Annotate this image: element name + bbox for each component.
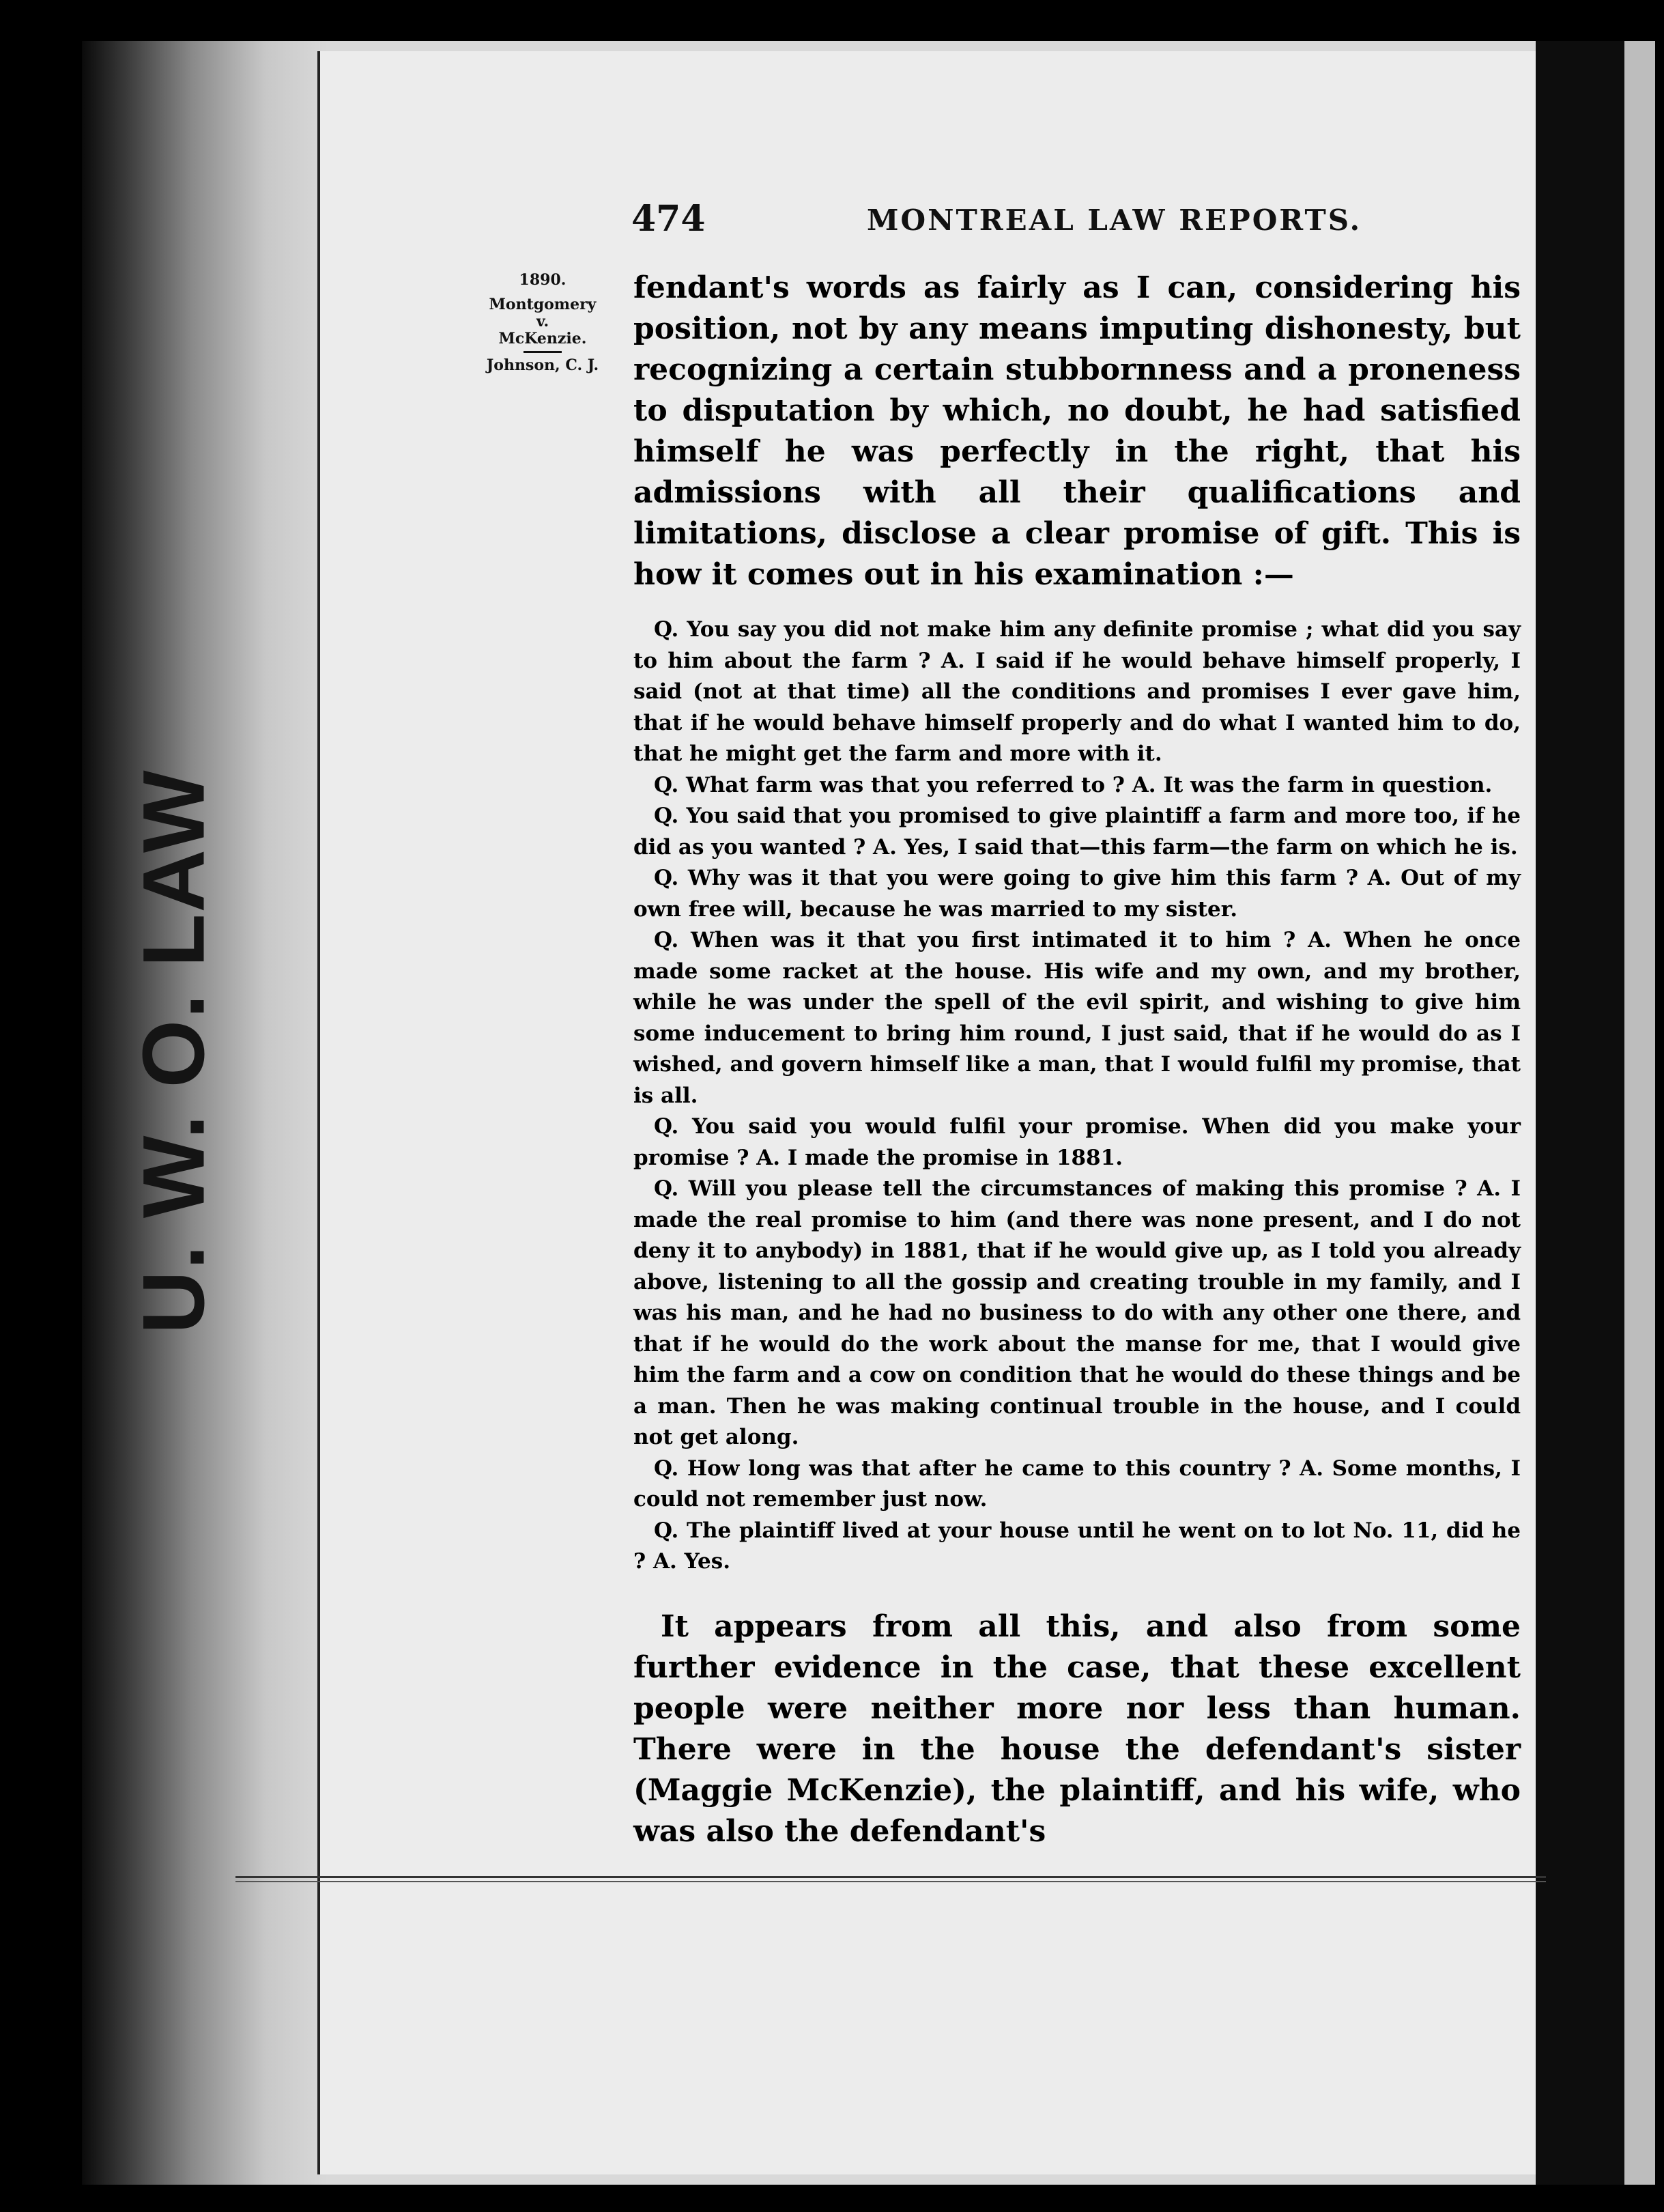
margin-note [464,268,621,378]
closing-paragraph: It appears from all this, and also from some further evidence in the case, that these excellent people were neither more nor less than human. There were in the house the defendant's sister (Maggie McKenzie), the plaintiff, and his wife, who was also the defendant's [633,1608,1521,1849]
bottom-rule [235,1876,1546,1878]
running-head: MONTREAL LAW REPORTS. [867,203,1362,237]
library-stamp-text: U. W. O. LAW [125,769,223,1334]
qa-item: Q. You said you would fulfil your promise. When did you make your promise ? A. I made the promise in 1881. [633,1114,1521,1170]
library-stamp [82,769,266,1334]
margin-judge: Johnson, C. J. [486,356,599,374]
margin-case-versus: v. [536,313,549,330]
qa-item: Q. Why was it that you were going to give him this farm ? A. Out of my own free will, because he was married to my sister. [633,866,1521,922]
qa-item: Q. When was it that you first intimated it to him ? A. When he once made some racket at the house. His wife and my own, and my brother, while he was under the spell of the evil spirit, and wishing to give him some inducement to bring him round, I just said, that if he would do as I wished, and govern himself like a man, that I would fulfil my promise, that is all. [633,928,1521,1108]
margin-case-defendant: McKenzie. [498,330,587,348]
qa-item: Q. The plaintiff lived at your house until he went on to lot No. 11, did he ? A. Yes. [633,1518,1521,1574]
examination-transcript [633,614,1521,1578]
qa-item: Q. What farm was that you referred to ? A. It was the farm in question. [654,772,1493,797]
qa-item: Q. You say you did not make him any definite promise ; what did you say to him about the farm ? A. I said if he would behave himself properly, I said (not at that time) all the conditions and promises I ever gave him, that if he would behave himself properly and do what I wanted him to do, that he might get the farm and more with it. [633,617,1521,766]
next-page-edge [1624,41,1655,2185]
margin-case-plaintiff: Montgomery [489,296,597,313]
qa-item: Q. Will you please tell the circumstances of making this promise ? A. I made the real promise to him (and there was none present, and I do not deny it to anybody) in 1881, that if he would give up, as I told you already above, listening to all the gossip and creating trouble in my family, and I was his man, and he had no business to do with any other one there, and that if he would do the work about the manse for me, that I would give him the farm and a cow on condition that he would do these things and be a man. Then he was making continual trouble in the house, and I could not get along. [633,1176,1521,1449]
qa-item: Q. You said that you promised to give plaintiff a farm and more too, if he did as you wanted ? A. Yes, I said that—this farm—the farm on which he is. [633,804,1521,860]
scan-border-right [1536,41,1638,2185]
bottom-rule-secondary [235,1881,1546,1882]
page-number: 474 [631,198,706,240]
margin-year: 1890. [519,271,566,289]
intro-paragraph: fendant's words as fairly as I can, considering his position, not by any means imputing dishonesty, but recognizing a certain stubbornness and a proneness to disputation by which, no doubt, he had satisfied himself he was perfectly in the right, that his admissions with all their qualifications and limitations, disclose a clear promise of gift. This is how it comes out in his examination :— [633,270,1521,592]
qa-item: Q. How long was that after he came to this country ? A. Some months, I could not remember just now. [633,1456,1521,1512]
page-body [633,268,1521,1852]
